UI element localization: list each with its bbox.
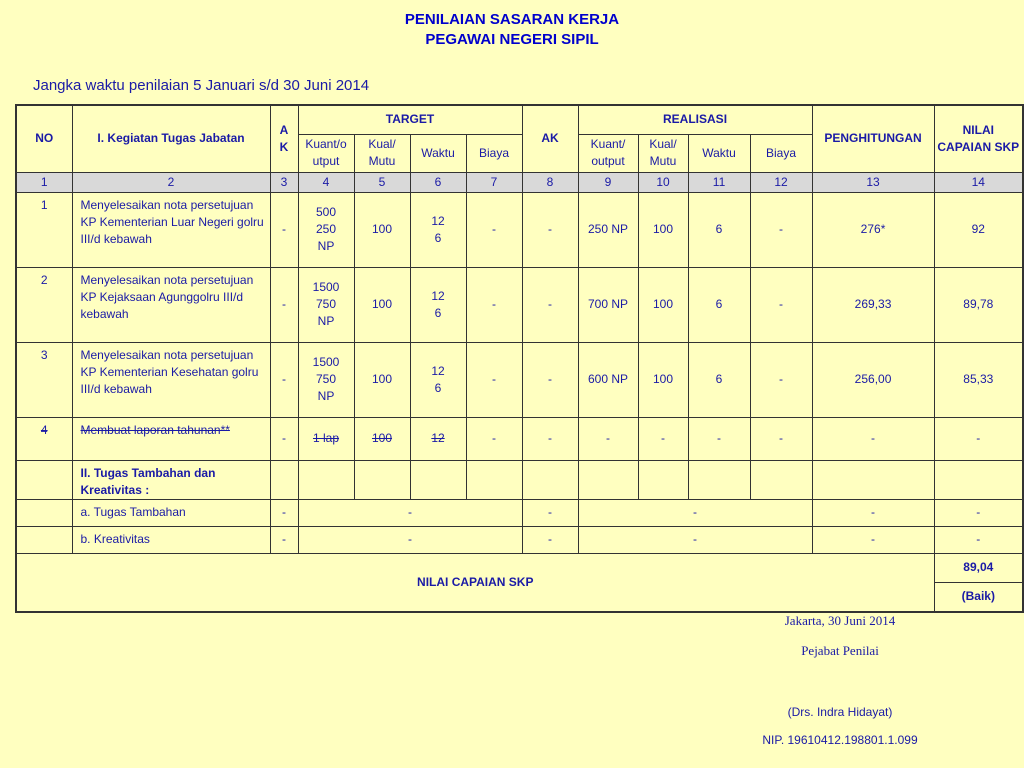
row-realisasi-waktu: - — [688, 417, 750, 460]
assessment-period: Jangka waktu penilaian 5 Januari s/d 30 Juni 2014 — [33, 77, 370, 94]
col-number: 11 — [688, 172, 750, 192]
table-row — [16, 342, 1023, 417]
target-kuant-unit: NP — [317, 389, 335, 403]
row-target-waktu — [410, 192, 466, 267]
page-subtitle: PEGAWAI NEGERI SIPIL — [425, 31, 599, 48]
header-realisasi-biaya: Biaya — [750, 134, 812, 172]
row-kegiatan: Menyelesaikan nota persetujuan KP Kementerian Luar Negeri golru III/d kebawah — [72, 192, 270, 267]
target-kuant-unit: NP — [317, 239, 335, 253]
row-target-kual: 100 — [354, 192, 410, 267]
row-nilai: - — [934, 417, 1023, 460]
signature-place-date: Jakarta, 30 Juni 2014 — [784, 613, 896, 628]
header-target-waktu: Waktu — [410, 134, 466, 172]
tambahan-nilai: - — [934, 499, 1023, 526]
signature-role: Pejabat Penilai — [801, 643, 879, 658]
target-waktu-original: 12 — [431, 363, 445, 378]
target-kuant-original: 1500 — [312, 280, 340, 294]
row-target-kuant — [298, 267, 354, 342]
tambahan-ak: - — [522, 499, 578, 526]
row-nilai: 92 — [934, 192, 1023, 267]
section-tambahan-header: II. Tugas Tambahan dan Kreativitas : — [72, 460, 270, 499]
kreativitas-nilai: - — [934, 526, 1023, 553]
row-target-biaya: - — [466, 342, 522, 417]
row-target-kuant — [298, 342, 354, 417]
empty-cell — [638, 460, 688, 499]
signature-name: (Drs. Indra Hidayat) — [787, 705, 893, 719]
target-waktu-revised: 6 — [434, 380, 442, 395]
empty-cell — [298, 460, 354, 499]
tambahan-realisasi: - — [578, 499, 812, 526]
row-realisasi-waktu: 6 — [688, 192, 750, 267]
empty-cell — [812, 460, 934, 499]
row-ak: - — [522, 192, 578, 267]
tambahan-target: - — [298, 499, 522, 526]
total-predikat: (Baik) — [934, 582, 1023, 612]
row-realisasi-biaya: - — [750, 192, 812, 267]
signature-nip: NIP. 19610412.198801.1.099 — [762, 733, 918, 747]
page-title: PENILAIAN SASARAN KERJA — [404, 11, 620, 28]
empty-cell — [578, 460, 638, 499]
col-number: 10 — [638, 172, 688, 192]
row-target-waktu — [410, 342, 466, 417]
empty-cell — [522, 460, 578, 499]
col-number: 8 — [522, 172, 578, 192]
col-number: 2 — [72, 172, 270, 192]
kreativitas-row — [16, 526, 1023, 553]
row-ak: - — [522, 342, 578, 417]
col-number: 13 — [812, 172, 934, 192]
tambahan-row — [16, 499, 1023, 526]
row-target-waktu: 12 — [410, 417, 466, 460]
kreativitas-ak: - — [522, 526, 578, 553]
col-number: 3 — [270, 172, 298, 192]
kreativitas-penghitungan: - — [812, 526, 934, 553]
kreativitas-label: b. Kreativitas — [72, 526, 270, 553]
header-kegiatan: I. Kegiatan Tugas Jabatan — [72, 105, 270, 172]
row-ak: - — [522, 267, 578, 342]
col-number: 4 — [298, 172, 354, 192]
kreativitas-ak-vertical: - — [270, 526, 298, 553]
row-ak-vertical: - — [270, 417, 298, 460]
tambahan-label: a. Tugas Tambahan — [72, 499, 270, 526]
col-number: 7 — [466, 172, 522, 192]
tambahan-penghitungan: - — [812, 499, 934, 526]
table-row — [16, 267, 1023, 342]
header-ak-letter-k: K — [279, 139, 289, 154]
section-header-row — [16, 460, 1023, 499]
row-target-kuant: 1 lap — [298, 417, 354, 460]
empty-cell — [688, 460, 750, 499]
row-no: 2 — [16, 267, 72, 342]
empty-cell — [410, 460, 466, 499]
header-ak-vertical — [270, 105, 298, 172]
header-target-kuant: Kuant/o utput — [298, 134, 354, 172]
header-ak-letter-a: A — [279, 122, 289, 137]
header-realisasi: REALISASI — [578, 105, 812, 134]
skp-table — [15, 104, 1024, 613]
row-realisasi-kuant: 600 NP — [578, 342, 638, 417]
row-target-kuant — [298, 192, 354, 267]
row-realisasi-biaya: - — [750, 342, 812, 417]
col-number: 5 — [354, 172, 410, 192]
target-kuant-revised: 750 — [315, 372, 337, 386]
row-no: 3 — [16, 342, 72, 417]
row-ak: - — [522, 417, 578, 460]
kreativitas-realisasi: - — [578, 526, 812, 553]
header-realisasi-waktu: Waktu — [688, 134, 750, 172]
empty-cell — [934, 460, 1023, 499]
row-target-biaya: - — [466, 417, 522, 460]
row-target-waktu — [410, 267, 466, 342]
col-number: 9 — [578, 172, 638, 192]
row-kegiatan: Menyelesaikan nota persetujuan KP Kejaksaan Agunggolru III/d kebawah — [72, 267, 270, 342]
row-ak-vertical: - — [270, 192, 298, 267]
column-number-row — [16, 172, 1023, 192]
row-target-kual: 100 — [354, 342, 410, 417]
header-realisasi-kual: Kual/ Mutu — [638, 134, 688, 172]
target-kuant-original: 500 — [315, 205, 337, 219]
row-realisasi-kual: - — [638, 417, 688, 460]
col-number: 12 — [750, 172, 812, 192]
target-kuant-original: 1500 — [312, 355, 340, 369]
header-target-biaya: Biaya — [466, 134, 522, 172]
row-no: 1 — [16, 192, 72, 267]
empty-cell — [16, 499, 72, 526]
row-realisasi-biaya: - — [750, 417, 812, 460]
row-ak-vertical: - — [270, 342, 298, 417]
row-realisasi-biaya: - — [750, 267, 812, 342]
target-kuant-revised: 750 — [315, 297, 337, 311]
header-ak: AK — [522, 105, 578, 172]
kreativitas-target: - — [298, 526, 522, 553]
row-realisasi-kuant: 700 NP — [578, 267, 638, 342]
row-realisasi-waktu: 6 — [688, 267, 750, 342]
target-waktu-revised: 6 — [434, 305, 442, 320]
row-realisasi-kuant: - — [578, 417, 638, 460]
header-realisasi-kuant: Kuant/ output — [578, 134, 638, 172]
header-nilai: NILAI CAPAIAN SKP — [934, 105, 1023, 172]
row-no: 4 — [16, 417, 72, 460]
empty-cell — [354, 460, 410, 499]
col-number: 14 — [934, 172, 1023, 192]
row-penghitungan: 269,33 — [812, 267, 934, 342]
empty-cell — [750, 460, 812, 499]
total-label: NILAI CAPAIAN SKP — [16, 553, 934, 612]
row-realisasi-kual: 100 — [638, 342, 688, 417]
col-number: 1 — [16, 172, 72, 192]
col-number: 6 — [410, 172, 466, 192]
table-row — [16, 192, 1023, 267]
row-target-biaya: - — [466, 267, 522, 342]
empty-cell — [16, 526, 72, 553]
header-penghitungan: PENGHITUNGAN — [812, 105, 934, 172]
target-kuant-unit: NP — [317, 314, 335, 328]
row-realisasi-waktu: 6 — [688, 342, 750, 417]
row-nilai: 85,33 — [934, 342, 1023, 417]
header-target: TARGET — [298, 105, 522, 134]
row-target-biaya: - — [466, 192, 522, 267]
target-waktu-revised: 6 — [434, 230, 442, 245]
empty-cell — [466, 460, 522, 499]
row-penghitungan: - — [812, 417, 934, 460]
row-realisasi-kual: 100 — [638, 267, 688, 342]
row-realisasi-kuant: 250 NP — [578, 192, 638, 267]
row-target-kual: 100 — [354, 267, 410, 342]
row-target-kual: 100 — [354, 417, 410, 460]
row-realisasi-kual: 100 — [638, 192, 688, 267]
row-ak-vertical: - — [270, 267, 298, 342]
row-nilai: 89,78 — [934, 267, 1023, 342]
empty-cell — [16, 460, 72, 499]
header-no: NO — [16, 105, 72, 172]
tambahan-ak-vertical: - — [270, 499, 298, 526]
target-waktu-original: 12 — [431, 213, 445, 228]
target-waktu-original: 12 — [431, 288, 445, 303]
table-row — [16, 417, 1023, 460]
header-target-kual: Kual/ Mutu — [354, 134, 410, 172]
row-penghitungan: 276* — [812, 192, 934, 267]
row-kegiatan: Membuat laporan tahunan** — [72, 417, 270, 460]
empty-cell — [270, 460, 298, 499]
total-value: 89,04 — [934, 553, 1023, 582]
row-penghitungan: 256,00 — [812, 342, 934, 417]
row-kegiatan: Menyelesaikan nota persetujuan KP Kementerian Kesehatan golru III/d kebawah — [72, 342, 270, 417]
target-kuant-revised: 250 — [315, 222, 337, 236]
